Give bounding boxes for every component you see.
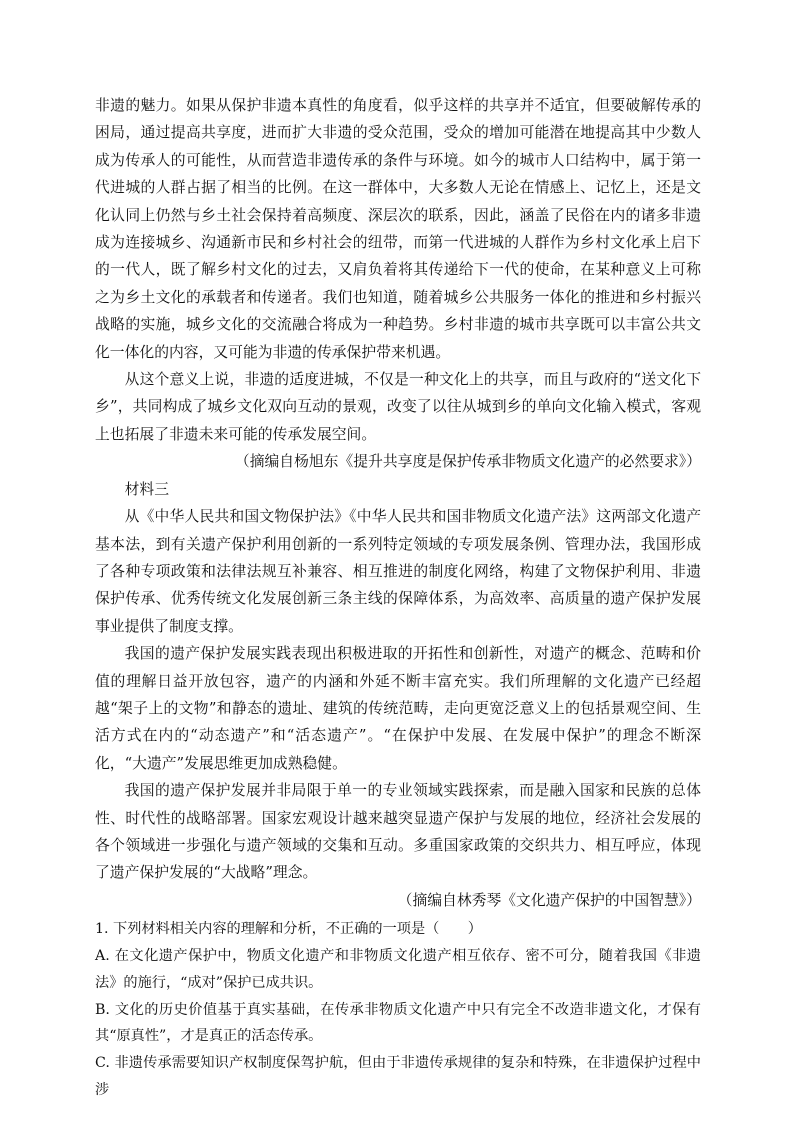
question-1	[95, 916, 701, 1104]
question-1-option-b: B. 文化的历史价值基于真实基础，在传承非物质文化遗产中只有完全不改造非遗文化，才保有其“原真性”，才是真正的活态传承。	[95, 1001, 701, 1045]
question-1-option-a: A. 在文化遗产保护中，物质文化遗产和非物质文化遗产相互依存、密不可分，随着我国《非遗法》的施行，“成对”保护已成共识。	[95, 947, 701, 991]
material-three-paragraph-2: 我国的遗产保护发展实践表现出积极进取的开拓性和创新性，对遗产的概念、范畴和价值的理解日益开放包容，遗产的内涵和外延不断丰富充实。我们所理解的文化遗产已经超越“架子上的文物”和静态的遗址、建筑的传统范畴，走向更宽泛意义上的包括景观空间、生活方式在内的“动态遗产”和“活态遗产”。“在保护中发展、在发展中保护”的理念不断深化，“大遗产”发展思维更加成熟稳健。	[95, 645, 701, 772]
material-three-heading: 材料三	[124, 480, 169, 498]
material-three-paragraph-3: 我国的遗产保护发展并非局限于单一的专业领域实践探索，而是融入国家和民族的总体性、时代性的战略部署。国家宏观设计越来越突显遗产保护与发展的地位，经济社会发展的各个领域进一步强化与遗产领域的交集和互动。多重国家政策的交织共力、相互呼应，体现了遗产保护发展的“大战略”理念。	[95, 782, 701, 882]
material-three-source: （摘编自林秀琴《文化遗产保护的中国智慧》）	[397, 891, 701, 909]
material-two-paragraph-continued: 非遗的魅力。如果从保护非遗本真性的角度看，似乎这样的共享并不适宜，但要破解传承的困局，通过提高共享度，进而扩大非遗的受众范围，受众的增加可能潜在地提高其中少数人成为传承人的可能性，从而营造非遗传承的条件与环境。如今的城市人口结构中，属于第一代进城的人群占据了相当的比例。在这一群体中，大多数人无论在情感上、记忆上，还是文化认同上仍然与乡土社会保持着高频度、深层次的联系，因此，涵盖了民俗在内的诸多非遗成为连接城乡、沟通新市民和乡村社会的纽带，而第一代进城的人群作为乡村文化承上启下的一代人，既了解乡村文化的过去，又肩负着将其传递给下一代的使命，在某种意义上可称之为乡土文化的承载者和传递者。我们也知道，随着城乡公共服务一体化的推进和乡村振兴战略的实施，城乡文化的交流融合将成为一种趋势。乡村非遗的城市共享既可以丰富公共文化一体化的内容，又可能为非遗的传承保护带来机遇。	[95, 97, 701, 361]
question-1-option-c: C. 非遗传承需要知识产权制度保驾护航，但由于非遗传承规律的复杂和特殊，在非遗保护过程中涉	[95, 1055, 701, 1098]
document-page	[95, 92, 701, 1104]
question-1-stem: 1. 下列材料相关内容的理解和分析，不正确的一项是（ ）	[95, 921, 482, 938]
material-two-source: （摘编自杨旭东《提升共享度是保护传承非物质文化遗产的必然要求》）	[234, 453, 701, 471]
material-two-paragraph-2: 从这个意义上说，非遗的适度进城，不仅是一种文化上的共享，而且与政府的“送文化下乡”，共同构成了城乡文化双向互动的景观，改变了以往从城到乡的单向文化输入模式，客观上也拓展了非遗未来可能的传承发展空间。	[95, 371, 701, 443]
material-three-paragraph-1: 从《中华人民共和国文物保护法》《中华人民共和国非物质文化遗产法》这两部文化遗产基本法，到有关遗产保护利用创新的一系列特定领域的专项发展条例、管理办法，我国形成了各种专项政策和法律法规互补兼容、相互推进的制度化网络，构建了文物保护利用、非遗保护传承、优秀传统文化发展创新三条主线的保障体系，为高效率、高质量的遗产保护发展事业提供了制度支撑。	[95, 508, 701, 635]
